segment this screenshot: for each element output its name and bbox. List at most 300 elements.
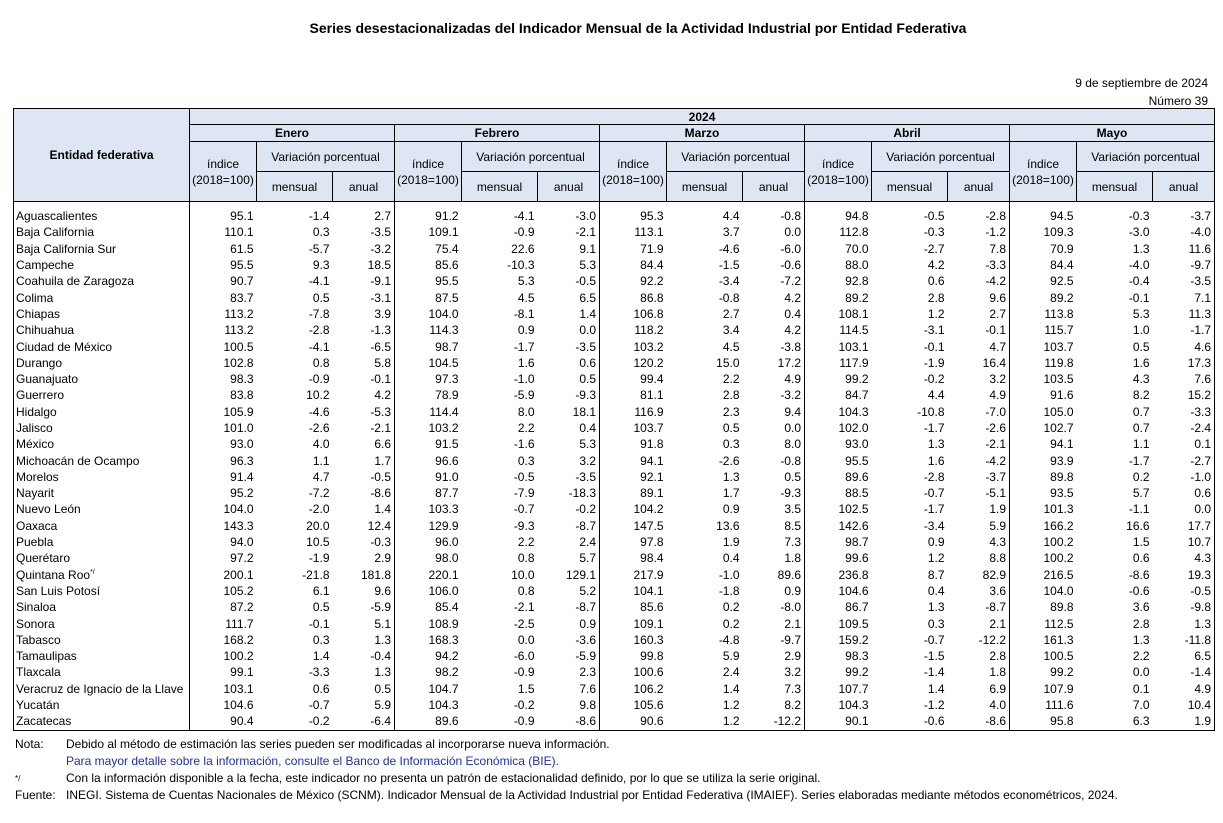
value-cell: -3.7 — [1153, 208, 1215, 224]
entity-cell — [14, 599, 190, 615]
value-cell: -7.8 — [308, 306, 330, 321]
value-cell: 107.9 — [1010, 681, 1077, 697]
value-cell: -21.8 — [302, 567, 330, 582]
value-cell: 0.2 — [722, 600, 740, 615]
value-cell: 6.5 — [579, 290, 596, 305]
value-cell: 110.1 — [190, 224, 257, 240]
value-cell: -0.4 — [370, 649, 391, 664]
value-cell: 86.7 — [805, 599, 872, 615]
month-header: Abril — [805, 125, 1010, 142]
month-header: Mayo — [1010, 125, 1215, 142]
value-cell: 5.3 — [1132, 306, 1150, 321]
value-cell: 5.1 — [374, 616, 391, 631]
value-cell: 2.1 — [784, 616, 801, 631]
value-cell: 2.7 — [374, 209, 391, 224]
value-cell: -8.6 — [538, 713, 600, 730]
value-cell: 2.9 — [374, 551, 391, 566]
value-cell: 100.6 — [600, 664, 667, 680]
value-cell: -5.7 — [308, 241, 330, 256]
value-cell: -0.8 — [718, 290, 740, 305]
value-cell: 95.8 — [1010, 713, 1077, 730]
value-cell: 160.3 — [600, 632, 667, 648]
value-cell: 2.2 — [722, 372, 740, 387]
value-cell: 99.1 — [190, 664, 257, 680]
value-cell: 0.4 — [927, 583, 945, 598]
index-label: índice — [1026, 156, 1060, 171]
value-cell: 75.4 — [395, 241, 462, 257]
value-cell: 7.8 — [989, 241, 1006, 256]
entity-cell — [14, 469, 190, 485]
value-cell: 92.1 — [600, 469, 667, 485]
value-cell: 102.5 — [805, 501, 872, 517]
value-cell: 9.4 — [784, 404, 801, 419]
value-cell: 96.3 — [190, 452, 257, 468]
value-cell: 129.9 — [395, 518, 462, 534]
value-cell: 105.9 — [190, 404, 257, 420]
monthly-header: mensual — [462, 172, 538, 202]
table-row — [14, 664, 1215, 680]
value-cell: -5.1 — [985, 486, 1006, 501]
value-cell: 111.7 — [190, 615, 257, 631]
value-cell: 2.8 — [927, 290, 945, 305]
value-cell: 116.9 — [600, 404, 667, 420]
value-cell: -3.1 — [923, 323, 945, 338]
value-cell: 95.1 — [190, 208, 257, 224]
entity-cell — [14, 583, 190, 599]
value-cell: 104.5 — [395, 355, 462, 371]
value-cell: -6.4 — [333, 713, 395, 730]
value-cell: 4.9 — [1153, 681, 1215, 697]
value-cell: 84.4 — [600, 257, 667, 273]
value-cell: 2.1 — [989, 616, 1006, 631]
value-cell: -5.3 — [370, 404, 391, 419]
value-cell: 85.6 — [395, 257, 462, 273]
value-cell: 0.3 — [517, 453, 535, 468]
value-cell: 95.5 — [190, 257, 257, 273]
value-cell: 97.2 — [190, 550, 257, 566]
value-cell: 96.6 — [395, 452, 462, 468]
value-cell: -2.8 — [985, 209, 1006, 224]
value-cell: 0.9 — [722, 502, 740, 517]
value-cell: 107.7 — [805, 681, 872, 697]
entity-name: Sonora — [16, 616, 55, 631]
value-cell: 1.3 — [374, 632, 391, 647]
entity-cell — [14, 273, 190, 289]
value-cell: 85.6 — [600, 599, 667, 615]
value-cell: 217.9 — [600, 567, 667, 583]
table-row — [14, 387, 1215, 403]
report-title: Series desestacionalizadas del Indicador Mensual de la Actividad Industrial por Entidad Federativa — [309, 20, 967, 36]
value-cell: 1.2 — [927, 306, 945, 321]
value-cell: -9.7 — [780, 632, 801, 647]
value-cell: -5.9 — [370, 600, 391, 615]
value-cell: 159.2 — [805, 632, 872, 648]
value-cell: 20.0 — [306, 518, 330, 533]
entity-name: Quintana Roo — [16, 567, 91, 582]
value-cell: 103.1 — [805, 338, 872, 354]
entity-name: Aguascalientes — [16, 209, 98, 224]
value-cell: 5.3 — [579, 258, 596, 273]
value-cell: 85.4 — [395, 599, 462, 615]
value-cell: 0.5 — [722, 421, 740, 435]
value-cell: 100.2 — [190, 648, 257, 664]
value-cell: -12.2 — [978, 632, 1006, 647]
table-row — [14, 632, 1215, 648]
value-cell: -4.1 — [308, 339, 330, 354]
value-cell: 1.2 — [667, 713, 743, 730]
value-cell: 92.5 — [1010, 273, 1077, 289]
value-cell: 4.9 — [989, 388, 1006, 403]
year-header: 2024 — [190, 109, 1215, 125]
value-cell: 19.3 — [1153, 567, 1215, 583]
value-cell: 4.0 — [312, 437, 330, 452]
value-cell: -4.6 — [308, 404, 330, 419]
value-cell: -0.9 — [513, 225, 535, 240]
value-cell: -1.7 — [923, 421, 945, 435]
value-cell: 1.6 — [517, 355, 535, 370]
value-cell: 0.4 — [579, 421, 596, 435]
value-cell: 109.3 — [1010, 224, 1077, 240]
value-cell: 9.1 — [579, 241, 596, 256]
value-cell: 4.3 — [989, 535, 1006, 550]
value-cell: 113.2 — [190, 306, 257, 322]
value-cell: -3.2 — [370, 241, 391, 256]
value-cell: -4.2 — [985, 453, 1006, 468]
value-cell: 0.4 — [784, 306, 801, 321]
entity-name: México — [16, 437, 55, 452]
value-cell: 0.9 — [927, 535, 945, 550]
entity-cell — [14, 632, 190, 648]
value-cell: -0.6 — [1128, 583, 1150, 598]
value-cell: -0.5 — [1153, 583, 1215, 599]
value-cell: -0.1 — [923, 339, 945, 354]
value-cell: 91.8 — [600, 436, 667, 452]
nota-text: Debido al método de estimación las series pueden ser modificadas al incorporarse nueva información. — [66, 737, 610, 751]
value-cell: 1.9 — [989, 502, 1006, 517]
entity-name: Querétaro — [16, 551, 71, 566]
value-cell: 5.3 — [517, 274, 535, 289]
value-cell: -0.2 — [513, 698, 535, 713]
value-cell: -0.8 — [780, 209, 801, 224]
value-cell: 11.3 — [1153, 306, 1215, 322]
table-row — [14, 713, 1215, 730]
value-cell: 82.9 — [982, 567, 1006, 582]
value-cell: 216.5 — [1010, 567, 1077, 583]
value-cell: 114.5 — [805, 322, 872, 338]
index-base-label: (2018=100) — [192, 172, 254, 187]
value-cell: 10.4 — [1153, 697, 1215, 713]
entity-cell — [14, 355, 190, 371]
value-cell: -3.4 — [923, 518, 945, 533]
value-cell: 87.7 — [395, 485, 462, 501]
entity-cell — [14, 550, 190, 566]
value-cell: 1.2 — [722, 698, 740, 713]
value-cell: 0.6 — [927, 274, 945, 289]
value-cell: 87.5 — [395, 289, 462, 305]
value-cell: 108.9 — [395, 615, 462, 631]
value-cell: -2.6 — [985, 421, 1006, 435]
value-cell: 103.1 — [190, 681, 257, 697]
value-cell: 4.7 — [989, 339, 1006, 354]
value-cell: -0.7 — [513, 502, 535, 517]
value-cell: 100.2 — [1010, 550, 1077, 566]
entity-name: Puebla — [16, 535, 54, 550]
value-cell: 94.1 — [600, 452, 667, 468]
value-cell: 3.5 — [784, 502, 801, 517]
value-cell: -5.9 — [575, 649, 596, 664]
entity-name: Morelos — [16, 469, 59, 484]
value-cell: 93.0 — [190, 436, 257, 452]
value-cell: -3.5 — [370, 225, 391, 240]
variation-header: Variación porcentual — [257, 142, 395, 172]
entity-cell — [14, 681, 190, 697]
value-cell: 99.2 — [1010, 664, 1077, 680]
value-cell: 3.2 — [579, 453, 596, 468]
annual-header: anual — [743, 172, 805, 202]
entity-cell — [14, 452, 190, 468]
value-cell: 0.3 — [722, 437, 740, 452]
value-cell: 89.1 — [600, 485, 667, 501]
month-header: Enero — [190, 125, 395, 142]
value-cell: 0.3 — [927, 616, 945, 631]
entity-name: Baja California — [16, 225, 95, 240]
value-cell: 0.5 — [312, 600, 330, 615]
value-cell: -3.1 — [370, 290, 391, 305]
value-cell: 114.3 — [395, 322, 462, 338]
value-cell: -7.0 — [985, 404, 1006, 419]
value-cell: -9.3 — [575, 388, 596, 403]
value-cell: -0.6 — [872, 713, 948, 730]
index-label: índice — [616, 156, 650, 171]
value-cell: 15.0 — [716, 355, 740, 370]
value-cell: -4.2 — [985, 274, 1006, 289]
table-row — [14, 648, 1215, 664]
index-label: índice — [206, 156, 240, 171]
value-cell: 119.8 — [1010, 355, 1077, 371]
index-header — [805, 142, 872, 202]
table-row — [14, 681, 1215, 697]
value-cell: 2.8 — [1132, 616, 1150, 631]
value-cell: 95.3 — [600, 208, 667, 224]
value-cell: -0.7 — [923, 486, 945, 501]
value-cell: 0.5 — [374, 681, 391, 696]
value-cell: 104.6 — [190, 697, 257, 713]
value-cell: 92.8 — [805, 273, 872, 289]
value-cell: 0.5 — [312, 290, 330, 305]
value-cell: 129.1 — [565, 567, 596, 582]
value-cell: 78.9 — [395, 387, 462, 403]
entity-cell — [14, 208, 190, 224]
value-cell: 91.2 — [395, 208, 462, 224]
monthly-header: mensual — [1077, 172, 1153, 202]
value-cell: 83.8 — [190, 387, 257, 403]
value-cell: -9.7 — [1153, 257, 1215, 273]
value-cell: -4.6 — [718, 241, 740, 256]
value-cell: 0.8 — [312, 355, 330, 370]
entity-name: Oaxaca — [16, 518, 58, 533]
value-cell: 1.1 — [1132, 437, 1150, 452]
value-cell: 0.7 — [1132, 421, 1150, 435]
entity-cell — [14, 697, 190, 713]
value-cell: 1.1 — [312, 453, 330, 468]
value-cell: 108.1 — [805, 306, 872, 322]
value-cell: -3.5 — [575, 339, 596, 354]
entity-cell — [14, 518, 190, 534]
entity-cell — [14, 713, 190, 730]
entity-name: Veracruz de Ignacio de la Llave — [16, 681, 184, 696]
value-cell: 81.1 — [600, 387, 667, 403]
bulletin-number: Número 39 — [1148, 94, 1208, 108]
value-cell: -3.3 — [308, 665, 330, 680]
notes-section — [15, 737, 1215, 805]
value-cell: 8.2 — [1132, 388, 1150, 403]
value-cell: 2.7 — [989, 306, 1006, 321]
value-cell: 8.8 — [989, 551, 1006, 566]
value-cell: 103.3 — [395, 501, 462, 517]
value-cell: 7.6 — [579, 681, 596, 696]
variation-header: Variación porcentual — [667, 142, 805, 172]
value-cell: -9.8 — [1153, 599, 1215, 615]
value-cell: -0.9 — [513, 665, 535, 680]
table-row — [14, 615, 1215, 631]
entity-cell — [14, 615, 190, 631]
value-cell: 93.9 — [1010, 452, 1077, 468]
value-cell: 70.9 — [1010, 241, 1077, 257]
value-cell: -1.2 — [985, 225, 1006, 240]
value-cell: 3.4 — [722, 323, 740, 338]
value-cell: -0.8 — [780, 453, 801, 468]
value-cell: 106.8 — [600, 306, 667, 322]
value-cell: -1.4 — [308, 209, 330, 224]
value-cell: 98.3 — [805, 648, 872, 664]
variation-header: Variación porcentual — [872, 142, 1010, 172]
entity-cell — [14, 534, 190, 550]
value-cell: -1.5 — [718, 258, 740, 273]
value-cell: 104.3 — [395, 697, 462, 713]
value-cell: 109.1 — [395, 224, 462, 240]
entity-cell — [14, 436, 190, 452]
value-cell: 83.7 — [190, 289, 257, 305]
value-cell: -3.3 — [1153, 404, 1215, 420]
value-cell: -0.3 — [1128, 209, 1150, 224]
month-header: Febrero — [395, 125, 600, 142]
value-cell: -0.3 — [923, 225, 945, 240]
value-cell: 9.3 — [312, 258, 330, 273]
value-cell: -8.7 — [985, 600, 1006, 615]
value-cell: 236.8 — [805, 567, 872, 583]
value-cell: -2.8 — [923, 469, 945, 484]
data-table — [13, 108, 1215, 731]
value-cell: 89.8 — [1010, 469, 1077, 485]
value-cell: 142.6 — [805, 518, 872, 534]
value-cell: 7.0 — [1132, 698, 1150, 713]
value-cell: 1.7 — [722, 486, 740, 501]
value-cell: -0.7 — [923, 632, 945, 647]
value-cell: 104.6 — [805, 583, 872, 599]
value-cell: 17.3 — [1153, 355, 1215, 371]
value-cell: 88.5 — [805, 485, 872, 501]
value-cell: -2.4 — [1153, 420, 1215, 436]
value-cell: 3.2 — [784, 665, 801, 680]
entity-cell — [14, 664, 190, 680]
value-cell: -2.0 — [308, 502, 330, 517]
value-cell: 103.2 — [395, 420, 462, 436]
table-row — [14, 355, 1215, 371]
value-cell: -7.2 — [308, 486, 330, 501]
entity-name: Baja California Sur — [16, 241, 117, 256]
value-cell: 103.7 — [600, 420, 667, 436]
value-cell: 114.4 — [395, 404, 462, 420]
index-base-label: (2018=100) — [807, 172, 869, 187]
index-base-label: (2018=100) — [1012, 172, 1074, 187]
value-cell: 98.2 — [395, 664, 462, 680]
value-cell: 0.9 — [579, 616, 596, 631]
entity-name: Jalisco — [16, 421, 53, 435]
value-cell: 11.6 — [1153, 241, 1215, 257]
table-row — [14, 420, 1215, 436]
value-cell: -6.0 — [780, 241, 801, 256]
index-header — [190, 142, 257, 202]
value-cell: 71.9 — [600, 241, 667, 257]
value-cell: -3.3 — [985, 258, 1006, 273]
entity-name: Tabasco — [16, 632, 61, 647]
value-cell: 18.1 — [572, 404, 596, 419]
value-cell: -2.8 — [308, 323, 330, 338]
value-cell: 106.2 — [600, 681, 667, 697]
value-cell: 1.7 — [374, 453, 391, 468]
value-cell: 99.2 — [805, 664, 872, 680]
value-cell: -1.7 — [513, 339, 535, 354]
value-cell: 90.6 — [600, 713, 667, 730]
entity-name: Guanajuato — [16, 372, 79, 387]
value-cell: -0.1 — [370, 372, 391, 387]
value-cell: 181.8 — [360, 567, 391, 582]
value-cell: 0.8 — [517, 583, 535, 598]
entity-name: Chihuahua — [16, 323, 75, 338]
nota-label: Nota: — [15, 737, 44, 751]
bie-link[interactable]: Para mayor detalle sobre la información, consulte el Banco de Información Económica (BIE). — [66, 754, 559, 768]
value-cell: 88.0 — [805, 257, 872, 273]
value-cell: 168.3 — [395, 632, 462, 648]
value-cell: 90.1 — [805, 713, 872, 730]
annual-header: anual — [1153, 172, 1215, 202]
value-cell: -0.2 — [257, 713, 333, 730]
entity-name: Nayarit — [16, 486, 55, 501]
value-cell: 3.9 — [374, 306, 391, 321]
value-cell: 102.7 — [1010, 420, 1077, 436]
entity-name: San Luis Potosí — [16, 583, 101, 598]
table-row — [14, 257, 1215, 273]
value-cell: -1.4 — [1153, 664, 1215, 680]
value-cell: 98.7 — [395, 338, 462, 354]
monthly-header: mensual — [257, 172, 333, 202]
value-cell: 10.5 — [306, 535, 330, 550]
value-cell: 91.5 — [395, 436, 462, 452]
value-cell: 0.2 — [1132, 469, 1150, 484]
value-cell: 94.8 — [805, 208, 872, 224]
variation-header: Variación porcentual — [1077, 142, 1215, 172]
value-cell: -0.9 — [462, 713, 538, 730]
table-row — [14, 322, 1215, 338]
entity-name: Hidalgo — [16, 404, 57, 419]
value-cell: 89.2 — [1010, 289, 1077, 305]
value-cell: -0.4 — [1128, 274, 1150, 289]
value-cell: 89.6 — [805, 469, 872, 485]
entity-name: Coahuila de Zaragoza — [16, 274, 135, 289]
monthly-header: mensual — [872, 172, 948, 202]
value-cell: 5.9 — [989, 518, 1006, 533]
value-cell: 1.4 — [927, 681, 945, 696]
